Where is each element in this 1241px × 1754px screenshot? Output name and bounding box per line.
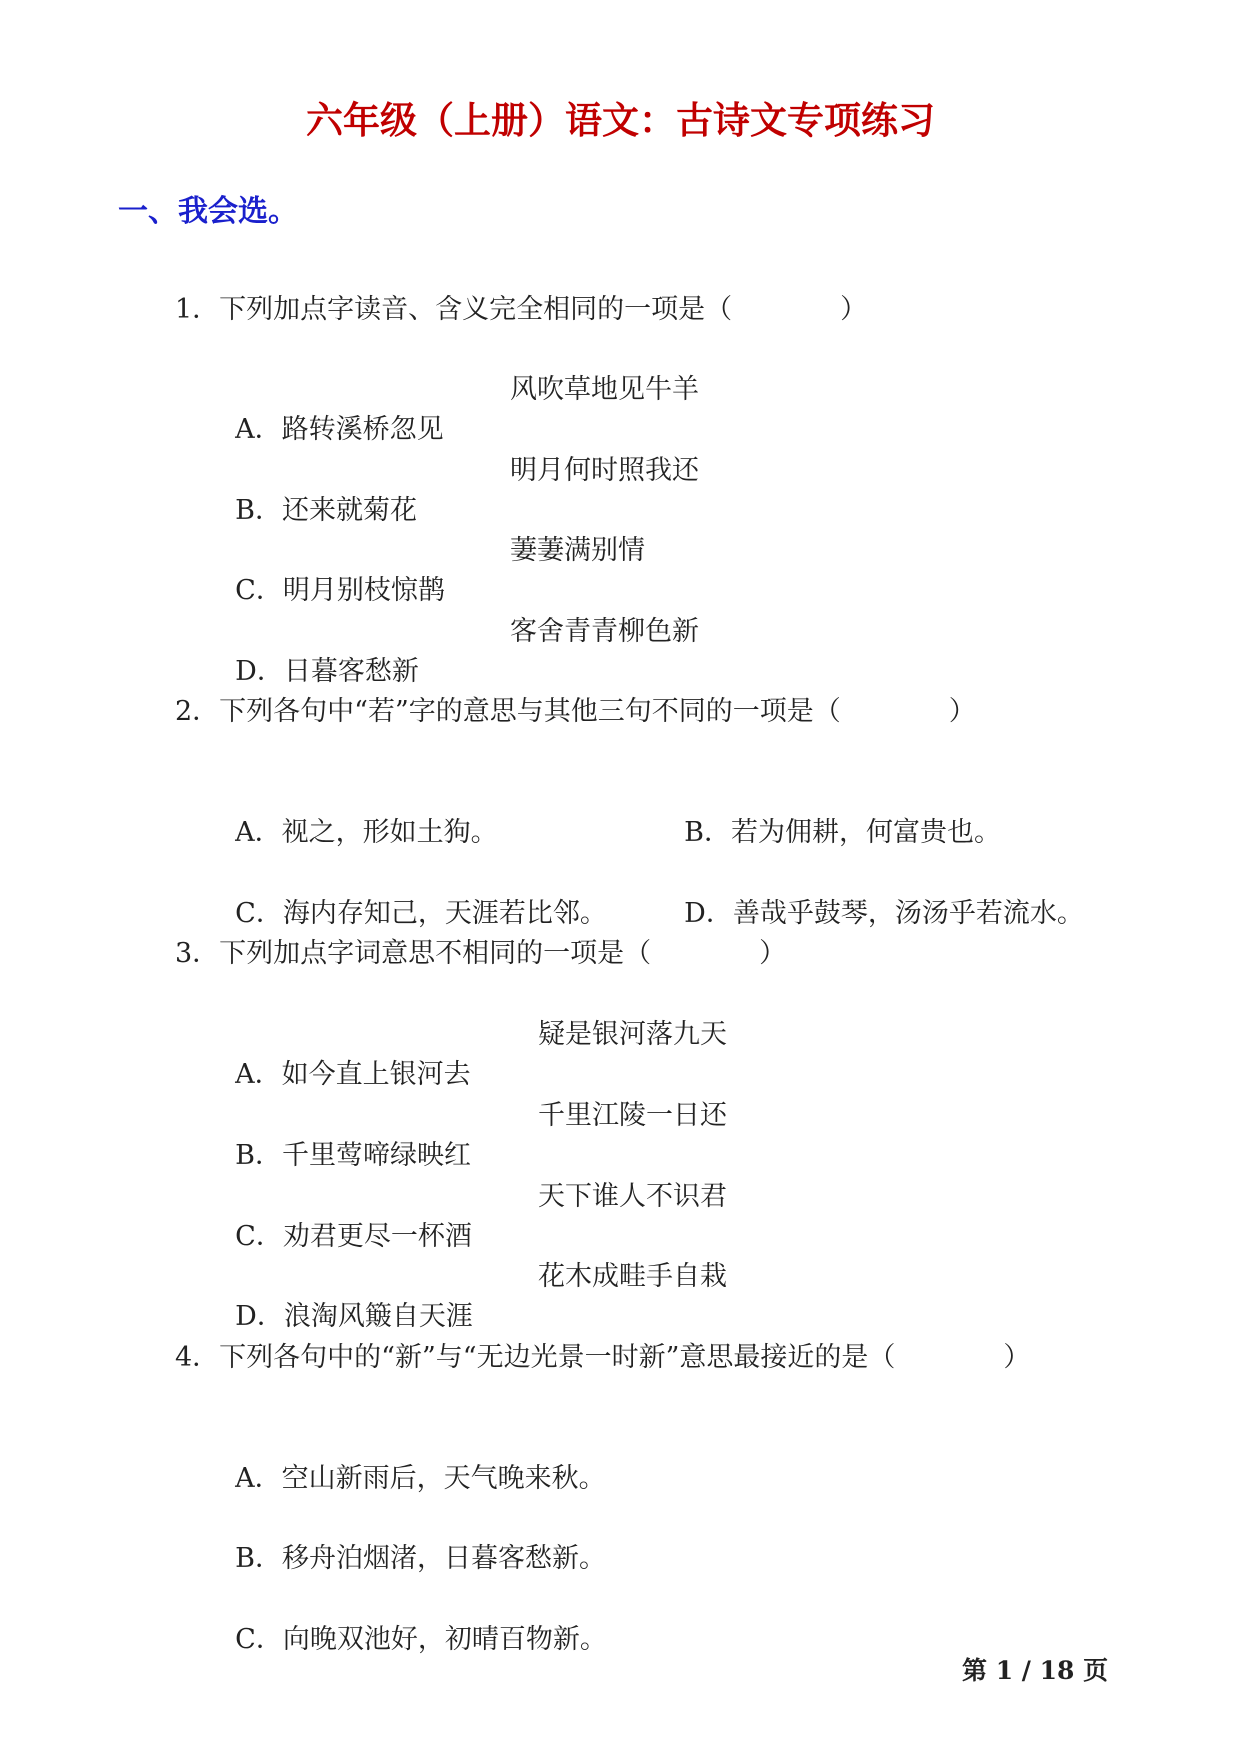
option-letter: A． (235, 414, 282, 445)
question-2-option-d (667, 854, 1084, 934)
option-left-text: 如今直上银河去 (281, 1059, 471, 1090)
option-left-text: 日暮客愁新 (283, 656, 419, 687)
question-2-option-c (218, 854, 607, 934)
option-text: 海内存知己，天涯若比邻。 (282, 898, 607, 929)
question-3-option-a (218, 1015, 471, 1095)
question-3-option-b-right: 千里江陵一日还 (538, 1100, 727, 1131)
question-3-option-c (218, 1177, 472, 1257)
option-letter: A． (235, 1059, 282, 1090)
option-left-text: 明月别枝惊鹊 (282, 575, 445, 606)
option-text: 视之，形如土狗。 (281, 817, 498, 848)
question-3-option-d (218, 1257, 473, 1337)
option-left-text: 浪淘风簸自天涯 (283, 1301, 473, 1332)
question-3-option-d-right: 花木成畦手自栽 (538, 1261, 727, 1292)
question-1-option-b (218, 451, 417, 531)
question-3-stem: 3．下列加点字词意思不相同的一项是（ ） (175, 938, 787, 969)
question-3-option-c-right: 天下谁人不识君 (538, 1181, 727, 1212)
option-letter: C． (235, 575, 283, 606)
question-4-option-b (218, 1499, 606, 1579)
option-left-text: 千里莺啼绿映红 (282, 1140, 472, 1171)
question-4-option-a (218, 1419, 606, 1499)
option-letter: D． (235, 656, 284, 687)
option-text: 若为佣耕，何富贵也。 (731, 817, 1002, 848)
option-text: 善哉乎鼓琴，汤汤乎若流水。 (732, 898, 1084, 929)
option-letter: D． (684, 898, 733, 929)
question-2-stem: 2．下列各句中“若”字的意思与其他三句不同的一项是（ ） (175, 696, 976, 727)
question-4-option-c (218, 1580, 607, 1660)
page-number: 第 1 / 18 页 (962, 1656, 1109, 1685)
question-4-stem: 4．下列各句中的“新”与“无边光景一时新”意思最接近的是（ ） (175, 1342, 1031, 1373)
option-left-text: 还来就菊花 (282, 495, 418, 526)
question-1-option-b-right: 明月何时照我还 (510, 455, 699, 486)
option-text: 移舟泊烟渚，日暮客愁新。 (282, 1543, 607, 1574)
question-3-option-b (218, 1096, 471, 1176)
question-3-option-a-right: 疑是银河落九天 (538, 1019, 727, 1050)
question-2-option-a (218, 773, 498, 853)
option-letter: A． (235, 817, 282, 848)
question-1-option-d-right: 客舍青青柳色新 (510, 616, 699, 647)
question-1-option-a (218, 370, 444, 450)
question-1-option-c (218, 531, 445, 611)
question-1-option-a-right: 风吹草地见牛羊 (510, 374, 699, 405)
option-letter: C． (235, 1221, 283, 1252)
question-2-option-b (667, 773, 1001, 853)
option-letter: D． (235, 1301, 284, 1332)
option-letter: C． (235, 1624, 283, 1655)
document-title: 六年级（上册）语文：古诗文专项练习 (306, 98, 935, 142)
option-letter: A． (235, 1463, 282, 1494)
option-text: 空山新雨后，天气晚来秋。 (281, 1463, 606, 1494)
section-heading: 一、我会选。 (118, 194, 298, 229)
option-letter: B． (684, 817, 732, 848)
option-left-text: 路转溪桥忽见 (281, 414, 444, 445)
option-letter: C． (235, 898, 283, 929)
question-1-option-d (218, 612, 419, 692)
option-letter: B． (235, 1140, 283, 1171)
question-1-stem: 1．下列加点字读音、含义完全相同的一项是（ ） (175, 294, 868, 325)
option-letter: B． (235, 495, 283, 526)
option-left-text: 劝君更尽一杯酒 (282, 1221, 472, 1252)
question-1-option-c-right: 萋萋满别情 (510, 535, 645, 566)
option-text: 向晚双池好，初晴百物新。 (282, 1624, 607, 1655)
option-letter: B． (235, 1543, 283, 1574)
